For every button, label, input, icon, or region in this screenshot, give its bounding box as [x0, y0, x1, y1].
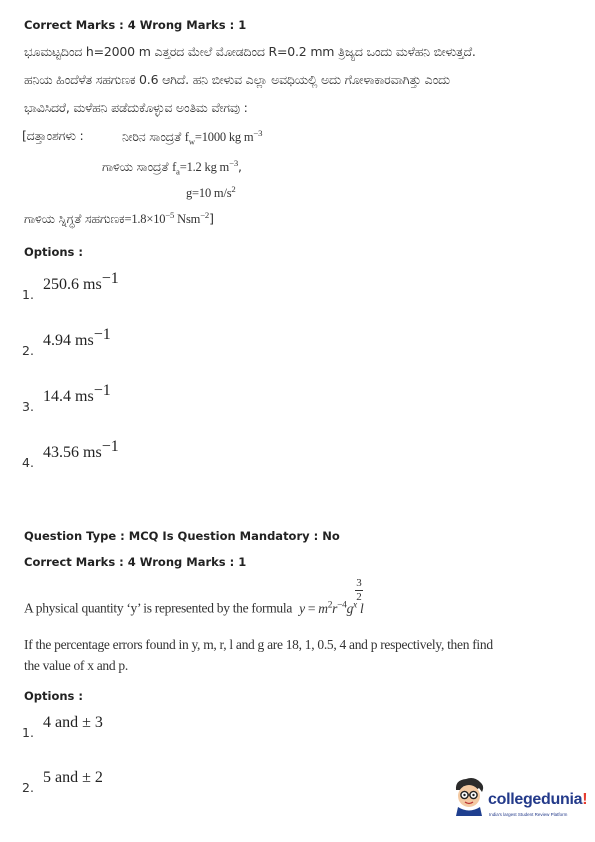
fraction-numerator: 3 — [356, 577, 362, 589]
option-exp: −1 — [93, 326, 111, 343]
option-text: 43.56 ms — [43, 444, 102, 462]
q1-option-3[interactable] — [22, 382, 111, 415]
q1-option-2[interactable] — [22, 326, 111, 359]
option-text: 4.94 ms — [43, 332, 94, 350]
option-number: 2. — [22, 780, 34, 795]
viscosity-exp: −5 — [165, 210, 175, 220]
water-density-label: ನೀರಿನ ಸಾಂದ್ರತೆ — [122, 129, 182, 145]
collegedunia-logo-text — [488, 791, 587, 809]
air-density-exp: −3 — [229, 158, 239, 168]
q2-marks: Correct Marks : 4 Wrong Marks : 1 — [24, 555, 247, 569]
q1-viscosity — [24, 210, 214, 227]
option-number: 2. — [22, 343, 34, 359]
viscosity-unit-exp: −2 — [200, 210, 210, 220]
option-text: 5 and ± 2 — [43, 769, 103, 786]
q2-option-2[interactable] — [22, 767, 103, 795]
viscosity-label: ಗಾಳಿಯ ಸ್ನಿಗ್ಧತೆ ಸಹಗುಣಕ — [24, 211, 125, 227]
q2-formula: $y = m^2r^{-4}g^x$ l — [299, 600, 364, 616]
gravity-exp: 2 — [231, 184, 236, 194]
water-density-exp: −3 — [253, 128, 263, 138]
q1-options-heading: Options : — [24, 245, 83, 259]
q1-option-4[interactable] — [22, 438, 119, 471]
option-number: 1. — [22, 287, 34, 303]
collegedunia-mascot-icon — [452, 776, 486, 816]
q2-line-2: If the percentage errors found in y, m, r, l and g are 18, 1, 0.5, 4 and p respectively, then find — [24, 637, 493, 652]
viscosity-value: =1.8×10 — [124, 212, 166, 227]
option-text: 14.4 ms — [43, 388, 94, 406]
option-exp: −1 — [101, 438, 119, 455]
air-density-value: =1.2 kg m — [179, 160, 230, 175]
viscosity-unit: Nsm — [177, 212, 201, 227]
q2-option-1[interactable] — [22, 712, 103, 740]
gravity-value: g=10 m/s — [186, 186, 232, 201]
q2-line-1 — [24, 600, 363, 617]
q2-line-1-text: A physical quantity ‘y’ is represented by the formula — [24, 600, 293, 616]
air-density-label: ಗಾಳಿಯ ಸಾಂದ್ರತೆ — [102, 159, 169, 175]
water-density-value: =1000 kg m — [194, 130, 254, 145]
logo-name: collegedunia — [488, 791, 583, 808]
fraction-denominator: 2 — [356, 591, 362, 603]
q1-water-density: ನೀರಿನ ಸಾಂದ್ರತೆ $f_w=1000$ kg $m^{-3}$ — [122, 128, 263, 147]
viscosity-close: ] — [209, 211, 214, 227]
logo-name-end: ! — [582, 791, 588, 808]
q1-line-2: ಹನಿಯ ಹಿಂದೆಳೆತ ಸಹಗುಣಕ 0.6 ಆಗಿದೆ. ಹನಿ ಬೀಳುವ ಎಲ್ಲಾ ಅವಧಿಯಲ್ಲಿ ಅದು ಗೋಳಾಕಾರವಾಗಿತ್ತು ಎಂದು — [24, 72, 450, 87]
option-number: 1. — [22, 725, 34, 740]
air-density-comma: , — [238, 159, 242, 175]
option-number: 4. — [22, 455, 34, 471]
q2-options-heading: Options : — [24, 689, 83, 703]
q1-data-label: [ದತ್ತಾಂಶಗಳು : — [22, 128, 84, 143]
q1-option-1[interactable] — [22, 270, 119, 303]
q2-line-3: the value of x and p. — [24, 658, 128, 673]
q1-gravity — [186, 184, 236, 201]
option-exp: −1 — [93, 382, 111, 399]
q2-type-line: Question Type : MCQ Is Question Mandatory : No — [24, 529, 340, 543]
option-text: 4 and ± 3 — [43, 714, 103, 731]
q1-marks: Correct Marks : 4 Wrong Marks : 1 — [24, 18, 247, 32]
logo-tagline: India's largest Student Review Platform — [489, 812, 568, 817]
option-exp: −1 — [101, 270, 119, 287]
option-number: 3. — [22, 399, 34, 415]
option-text: 250.6 ms — [43, 276, 102, 294]
formula-exponent-fraction — [355, 578, 363, 603]
q1-line-1: ಭೂಮಟ್ಟದಿಂದ h=2000 m ಎತ್ತರದ ಮೇಲೆ ಮೋಡದಿಂದ R=0.2 mm ತ್ರಿಜ್ಯದ ಒಂದು ಮಳೆಹನಿ ಬೀಳುತ್ತದೆ. — [24, 44, 476, 59]
q1-air-density: ಗಾಳಿಯ ಸಾಂದ್ರತೆ $f_a=1.2$ kg $m^{-3}$, — [102, 158, 242, 177]
q1-line-3: ಭಾವಿಸಿದರೆ, ಮಳೆಹನಿ ಪಡೆದುಕೊಳ್ಳುವ ಅಂತಿಮ ವೇಗವು : — [24, 100, 248, 115]
